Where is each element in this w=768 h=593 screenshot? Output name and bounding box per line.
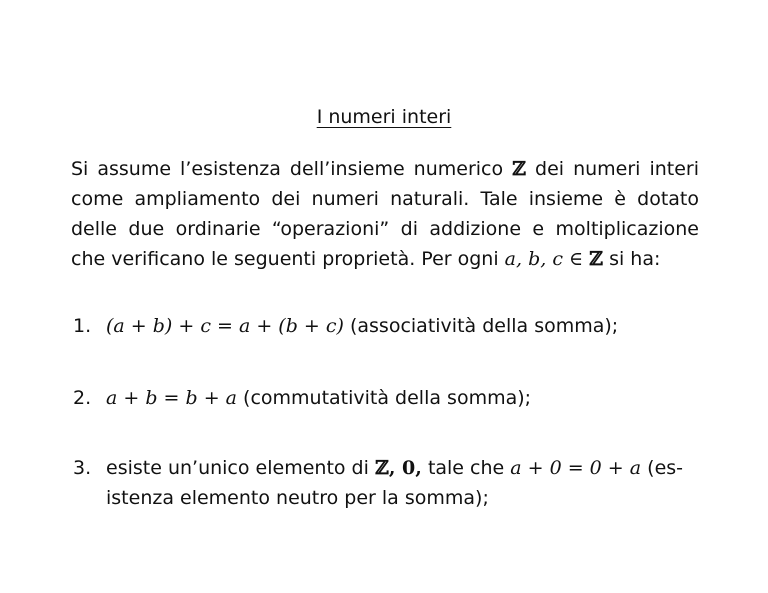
integers-symbol: ℤ	[589, 248, 604, 270]
intro-line-2: come ampliamento dei numeri naturali. Tale insieme è dotato	[71, 188, 699, 210]
item-continuation: istenza elemento neutro per la somma);	[106, 487, 489, 509]
item-number: 1.	[73, 315, 92, 337]
intro-text: Si assume l’esistenza dell’insieme numerico	[71, 158, 504, 180]
intro-paragraph	[71, 154, 699, 274]
intro-line-4	[71, 244, 699, 274]
list-item	[73, 453, 699, 513]
item-text: (commutatività della somma);	[243, 387, 532, 409]
intro-text: dei numeri interi	[535, 158, 699, 180]
item-text: (es-	[647, 457, 684, 479]
intro-text: che verificano le seguenti proprietà. Per ogni	[71, 248, 499, 270]
intro-text: si ha:	[609, 248, 661, 270]
integers-symbol: ℤ	[512, 158, 527, 180]
page-title: I numeri interi	[316, 106, 452, 128]
integers-zero: ℤ, 0,	[374, 457, 422, 479]
item-first-line	[73, 453, 699, 483]
list-item	[73, 311, 618, 341]
intro-line-3: delle due ordinarie “operazioni” di addizione e moltiplicazione	[71, 218, 699, 240]
math-formula: a + b = b + a	[106, 387, 237, 409]
intro-line-1	[71, 154, 699, 184]
math-formula: a + 0 = 0 + a	[510, 457, 642, 479]
list-item	[73, 383, 531, 413]
math-formula: (a + b) + c = a + (b + c)	[106, 315, 344, 337]
item-number: 2.	[73, 387, 92, 409]
math-variables: a, b, c	[504, 248, 563, 270]
item-text: (associatività della somma);	[349, 315, 619, 337]
item-number: 3.	[73, 457, 92, 479]
element-of-symbol: ∈	[569, 248, 584, 270]
item-text: tale che	[427, 457, 505, 479]
item-text: esiste un’unico elemento di	[106, 457, 369, 479]
